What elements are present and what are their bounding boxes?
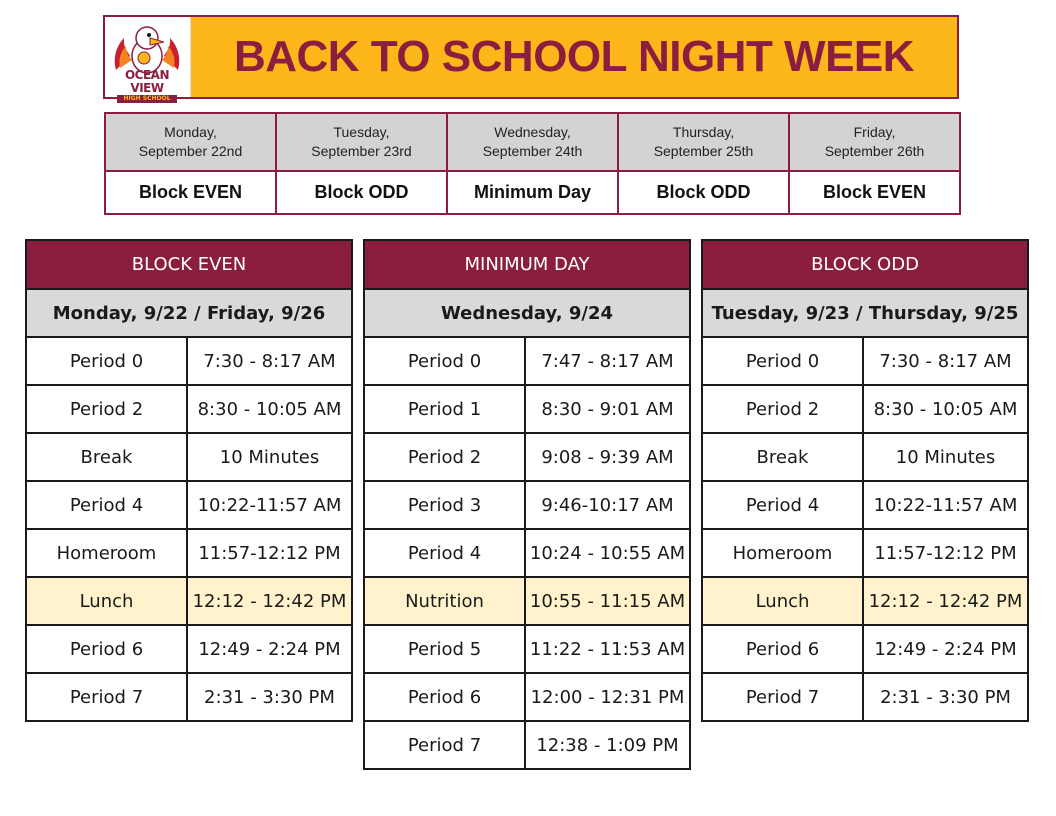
schedule-header-row (702, 240, 1028, 289)
header-banner (103, 15, 959, 102)
period-time: 10 Minutes (863, 433, 1028, 481)
period-time: 12:49 - 2:24 PM (187, 625, 352, 673)
period-time: 10:55 - 11:15 AM (525, 577, 690, 625)
schedule-row (26, 625, 352, 673)
schedule-row (364, 433, 690, 481)
period-label: Period 7 (26, 673, 187, 721)
schedule-title: BLOCK ODD (702, 240, 1028, 289)
period-label: Period 0 (364, 337, 525, 385)
period-time: 2:31 - 3:30 PM (187, 673, 352, 721)
block-cell-wednesday: Minimum Day (447, 171, 618, 214)
period-time: 9:46-10:17 AM (525, 481, 690, 529)
schedule-row (702, 337, 1028, 385)
period-label: Break (26, 433, 187, 481)
schedule-subheader-row (26, 289, 352, 337)
period-time: 12:12 - 12:42 PM (187, 577, 352, 625)
period-label: Period 7 (364, 721, 525, 769)
schedule-subheader-row (702, 289, 1028, 337)
period-time: 10:24 - 10:55 AM (525, 529, 690, 577)
schedule-row (26, 529, 352, 577)
day-cell-thursday: Thursday, September 25th (618, 113, 789, 171)
logo-line2: HIGH SCHOOL (117, 95, 177, 103)
period-time: 10:22-11:57 AM (863, 481, 1028, 529)
block-even-schedule (25, 239, 353, 722)
period-label: Nutrition (364, 577, 525, 625)
period-time: 11:22 - 11:53 AM (525, 625, 690, 673)
schedule-header-row (364, 240, 690, 289)
period-label: Period 7 (702, 673, 863, 721)
period-time: 8:30 - 10:05 AM (187, 385, 352, 433)
schedule-row (364, 337, 690, 385)
period-time: 12:12 - 12:42 PM (863, 577, 1028, 625)
day-cell-friday: Friday, September 26th (789, 113, 960, 171)
period-label: Break (702, 433, 863, 481)
period-time: 12:38 - 1:09 PM (525, 721, 690, 769)
schedule-row (364, 625, 690, 673)
minimum-day-schedule (363, 239, 691, 770)
period-label: Period 4 (364, 529, 525, 577)
period-time: 11:57-12:12 PM (187, 529, 352, 577)
period-time: 12:00 - 12:31 PM (525, 673, 690, 721)
period-label: Period 1 (364, 385, 525, 433)
block-odd-schedule (701, 239, 1029, 722)
schedule-header-row (26, 240, 352, 289)
schedule-row (364, 721, 690, 769)
logo-text (108, 69, 186, 103)
period-time: 8:30 - 9:01 AM (525, 385, 690, 433)
period-label: Period 4 (702, 481, 863, 529)
period-time: 8:30 - 10:05 AM (863, 385, 1028, 433)
schedule-row (364, 529, 690, 577)
week-overview-table (104, 112, 961, 215)
schedule-row (702, 529, 1028, 577)
period-label: Period 2 (702, 385, 863, 433)
schedule-row (702, 673, 1028, 721)
day-cell-tuesday: Tuesday, September 23rd (276, 113, 447, 171)
schedule-row (364, 481, 690, 529)
schedule-title: MINIMUM DAY (364, 240, 690, 289)
week-date-row (105, 113, 960, 171)
period-label: Homeroom (702, 529, 863, 577)
period-time: 2:31 - 3:30 PM (863, 673, 1028, 721)
schedule-row (26, 385, 352, 433)
period-label: Period 4 (26, 481, 187, 529)
schedule-subheader-row (364, 289, 690, 337)
period-time: 7:47 - 8:17 AM (525, 337, 690, 385)
period-label: Period 2 (26, 385, 187, 433)
period-label: Period 6 (702, 625, 863, 673)
period-label: Period 5 (364, 625, 525, 673)
day-cell-monday: Monday, September 22nd (105, 113, 276, 171)
schedule-row (26, 481, 352, 529)
schedule-row (702, 625, 1028, 673)
school-logo (105, 17, 191, 102)
schedule-row (26, 337, 352, 385)
period-label: Period 0 (702, 337, 863, 385)
period-label: Lunch (702, 577, 863, 625)
logo-line1: OCEAN VIEW (124, 68, 170, 95)
schedule-row (702, 577, 1028, 625)
schedule-row (26, 577, 352, 625)
period-time: 7:30 - 8:17 AM (187, 337, 352, 385)
schedule-row (26, 673, 352, 721)
period-time: 10:22-11:57 AM (187, 481, 352, 529)
period-label: Homeroom (26, 529, 187, 577)
block-cell-monday: Block EVEN (105, 171, 276, 214)
schedule-dates: Tuesday, 9/23 / Thursday, 9/25 (702, 289, 1028, 337)
schedule-dates: Monday, 9/22 / Friday, 9/26 (26, 289, 352, 337)
block-cell-thursday: Block ODD (618, 171, 789, 214)
block-cell-tuesday: Block ODD (276, 171, 447, 214)
schedule-row (702, 481, 1028, 529)
page-title: BACK TO SCHOOL NIGHT WEEK (233, 32, 915, 81)
schedule-row (364, 577, 690, 625)
week-block-row (105, 171, 960, 214)
schedule-dates: Wednesday, 9/24 (364, 289, 690, 337)
schedule-row (702, 433, 1028, 481)
period-label: Period 6 (364, 673, 525, 721)
schedule-row (364, 385, 690, 433)
period-label: Period 3 (364, 481, 525, 529)
period-time: 12:49 - 2:24 PM (863, 625, 1028, 673)
period-time: 7:30 - 8:17 AM (863, 337, 1028, 385)
schedule-row (364, 673, 690, 721)
period-label: Lunch (26, 577, 187, 625)
schedule-title: BLOCK EVEN (26, 240, 352, 289)
period-label: Period 2 (364, 433, 525, 481)
period-label: Period 6 (26, 625, 187, 673)
period-time: 9:08 - 9:39 AM (525, 433, 690, 481)
period-time: 10 Minutes (187, 433, 352, 481)
schedule-row (26, 433, 352, 481)
block-cell-friday: Block EVEN (789, 171, 960, 214)
day-cell-wednesday: Wednesday, September 24th (447, 113, 618, 171)
period-time: 11:57-12:12 PM (863, 529, 1028, 577)
schedule-row (702, 385, 1028, 433)
period-label: Period 0 (26, 337, 187, 385)
